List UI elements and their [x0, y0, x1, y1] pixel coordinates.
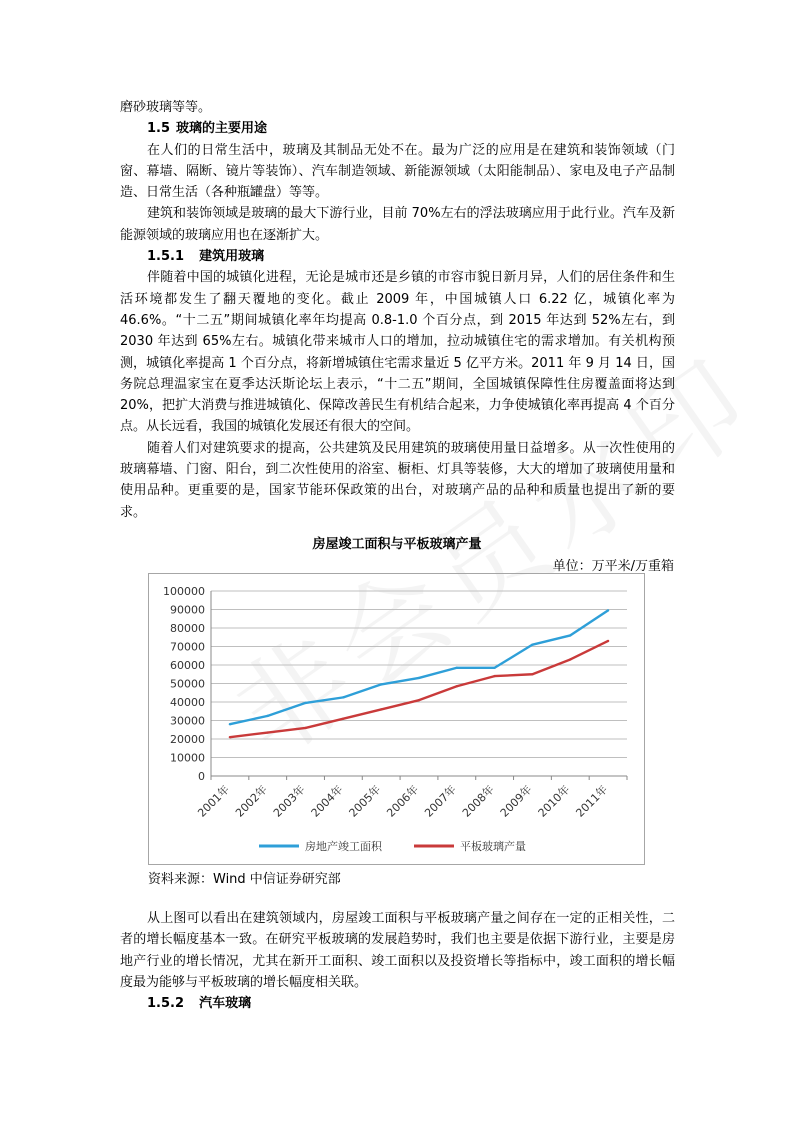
data-point	[569, 658, 571, 660]
data-point	[229, 736, 231, 738]
line-chart	[148, 573, 645, 865]
data-point	[342, 717, 344, 719]
x-tick-label: 2004年	[308, 782, 346, 820]
y-tick-label: 0	[198, 770, 205, 783]
data-point	[418, 677, 420, 679]
heading-1-5-2	[120, 993, 675, 1014]
heading-title: 汽车玻璃	[199, 996, 252, 1012]
data-point	[304, 727, 306, 729]
y-tick-label: 30000	[170, 714, 205, 728]
y-tick-label: 10000	[170, 751, 205, 765]
data-point	[531, 673, 533, 675]
heading-number: 1.5	[147, 121, 171, 137]
chart-svg	[149, 574, 644, 864]
x-tick-label: 2009年	[497, 782, 535, 820]
paragraph-urbanization: 伴随着中国的城镇化进程，无论是城市还是乡镇的市容市貌日新月异，人们的居住条件和生活环境都发生了翻天覆地的变化。截止 2009 年，中国城镇人口 6.22 亿，城镇化率为46.6%。“十二五”期间城镇化率年均提高 0.8-1.0 个百分点，到 2015 年达到 52%左右，到2030 年达到 65%左右。城镇化带来城市人口的增加，拉动城镇住宅的需求增加。有关机构预测，城镇化率提高 1 个百分点，将新增城镇住宅需求量近 5 亿平方米。2011 年 9 月 14 日，国务院总理温家宝在夏季达沃斯论坛上表示，“十二五”期间，全国城镇保障性住房覆盖面将达到 20%，把扩大消费与推进城镇化、保障改善民生有机结合起来，力争使城镇化率再提高 4 个百分点。从长远看，我国的城镇化发展还有很大的空间。	[120, 270, 675, 435]
data-point	[229, 723, 231, 725]
y-tick-label: 70000	[170, 640, 205, 654]
data-point	[418, 699, 420, 701]
legend-label: 房地产竣工面积	[305, 840, 382, 853]
data-point	[267, 715, 269, 717]
paragraph-demand: 随着人们对建筑要求的提高，公共建筑及民用建筑的玻璃使用量日益增多。从一次性使用的玻璃幕墙、门窗、阳台，到二次性使用的浴室、橱柜、灯具等装修，大大的增加了玻璃使用量和使用品种。更重要的是，国家节能环保政策的出台，对玻璃产品的品种和质量也提出了新的要求。	[120, 440, 675, 520]
data-point	[456, 667, 458, 669]
data-point	[607, 640, 609, 642]
paragraph-building-share: 建筑和装饰领域是玻璃的最大下游行业，目前 70%左右的浮法玻璃应用于此行业。汽车及新能源领域的玻璃应用也在逐渐扩大。	[120, 206, 675, 243]
data-point	[267, 731, 269, 733]
data-point	[456, 685, 458, 687]
data-point	[531, 643, 533, 645]
chart-unit: 单位：万平米/万重箱	[552, 559, 674, 574]
y-tick-label: 40000	[170, 696, 205, 709]
section-top	[120, 97, 675, 523]
data-point	[607, 609, 609, 611]
data-point	[304, 702, 306, 704]
chart-source: 资料来源：Wind 中信证券研究部	[148, 872, 341, 887]
x-tick-label: 2005年	[346, 782, 384, 820]
heading-number: 1.5.2	[147, 996, 185, 1012]
legend-label: 平板玻璃产量	[460, 840, 526, 853]
section-bottom	[120, 908, 675, 1014]
x-tick-label: 2003年	[270, 782, 308, 820]
x-tick-label: 2008年	[459, 782, 497, 820]
data-point	[380, 683, 382, 685]
y-tick-label: 100000	[163, 585, 205, 598]
x-tick-label: 2002年	[233, 782, 270, 820]
y-tick-label: 60000	[170, 659, 205, 672]
data-point	[493, 675, 495, 677]
data-point	[380, 708, 382, 710]
chart-title: 房屋竣工面积与平板玻璃产量	[312, 537, 482, 552]
x-tick-label: 2001年	[195, 782, 233, 820]
series-line	[230, 641, 608, 737]
x-tick-label: 2010年	[535, 782, 573, 820]
paragraph-uses: 在人们的日常生活中，玻璃及其制品无处不在。最为广泛的应用是在建筑和装饰领域（门窗、幕墙、隔断、镜片等装饰）、汽车制造领域、新能源领域（太阳能制品）、家电及电子产品制造、日常生活（各种瓶罐盘）等等。	[120, 142, 675, 201]
heading-title: 玻璃的主要用途	[176, 121, 268, 137]
x-tick-label: 2011年	[573, 782, 611, 820]
heading-title: 建筑用玻璃	[199, 249, 265, 265]
heading-number: 1.5.1	[147, 249, 185, 265]
data-point	[493, 667, 495, 669]
y-tick-label: 20000	[170, 733, 205, 746]
paragraph-continuation: 磨砂玻璃等等。	[120, 100, 212, 115]
paragraph-correlation: 从上图可以看出在建筑领域内，房屋竣工面积与平板玻璃产量之间存在一定的正相关性，二者的增长幅度基本一致。在研究平板玻璃的发展趋势时，我们也主要是依据下游行业，主要是房地产行业的增长情况，尤其在新开工面积、竣工面积以及投资增长等指标中，竣工面积的增长幅度最为能够与平板玻璃的增长幅度相关联。	[120, 911, 675, 990]
x-tick-label: 2006年	[384, 782, 422, 820]
data-point	[569, 634, 571, 636]
y-tick-label: 50000	[170, 677, 205, 691]
y-tick-label: 80000	[170, 622, 205, 635]
heading-1-5	[120, 118, 675, 139]
x-tick-label: 2007年	[422, 782, 459, 820]
y-tick-label: 90000	[170, 603, 205, 617]
heading-1-5-1	[120, 246, 675, 267]
data-point	[342, 696, 344, 698]
